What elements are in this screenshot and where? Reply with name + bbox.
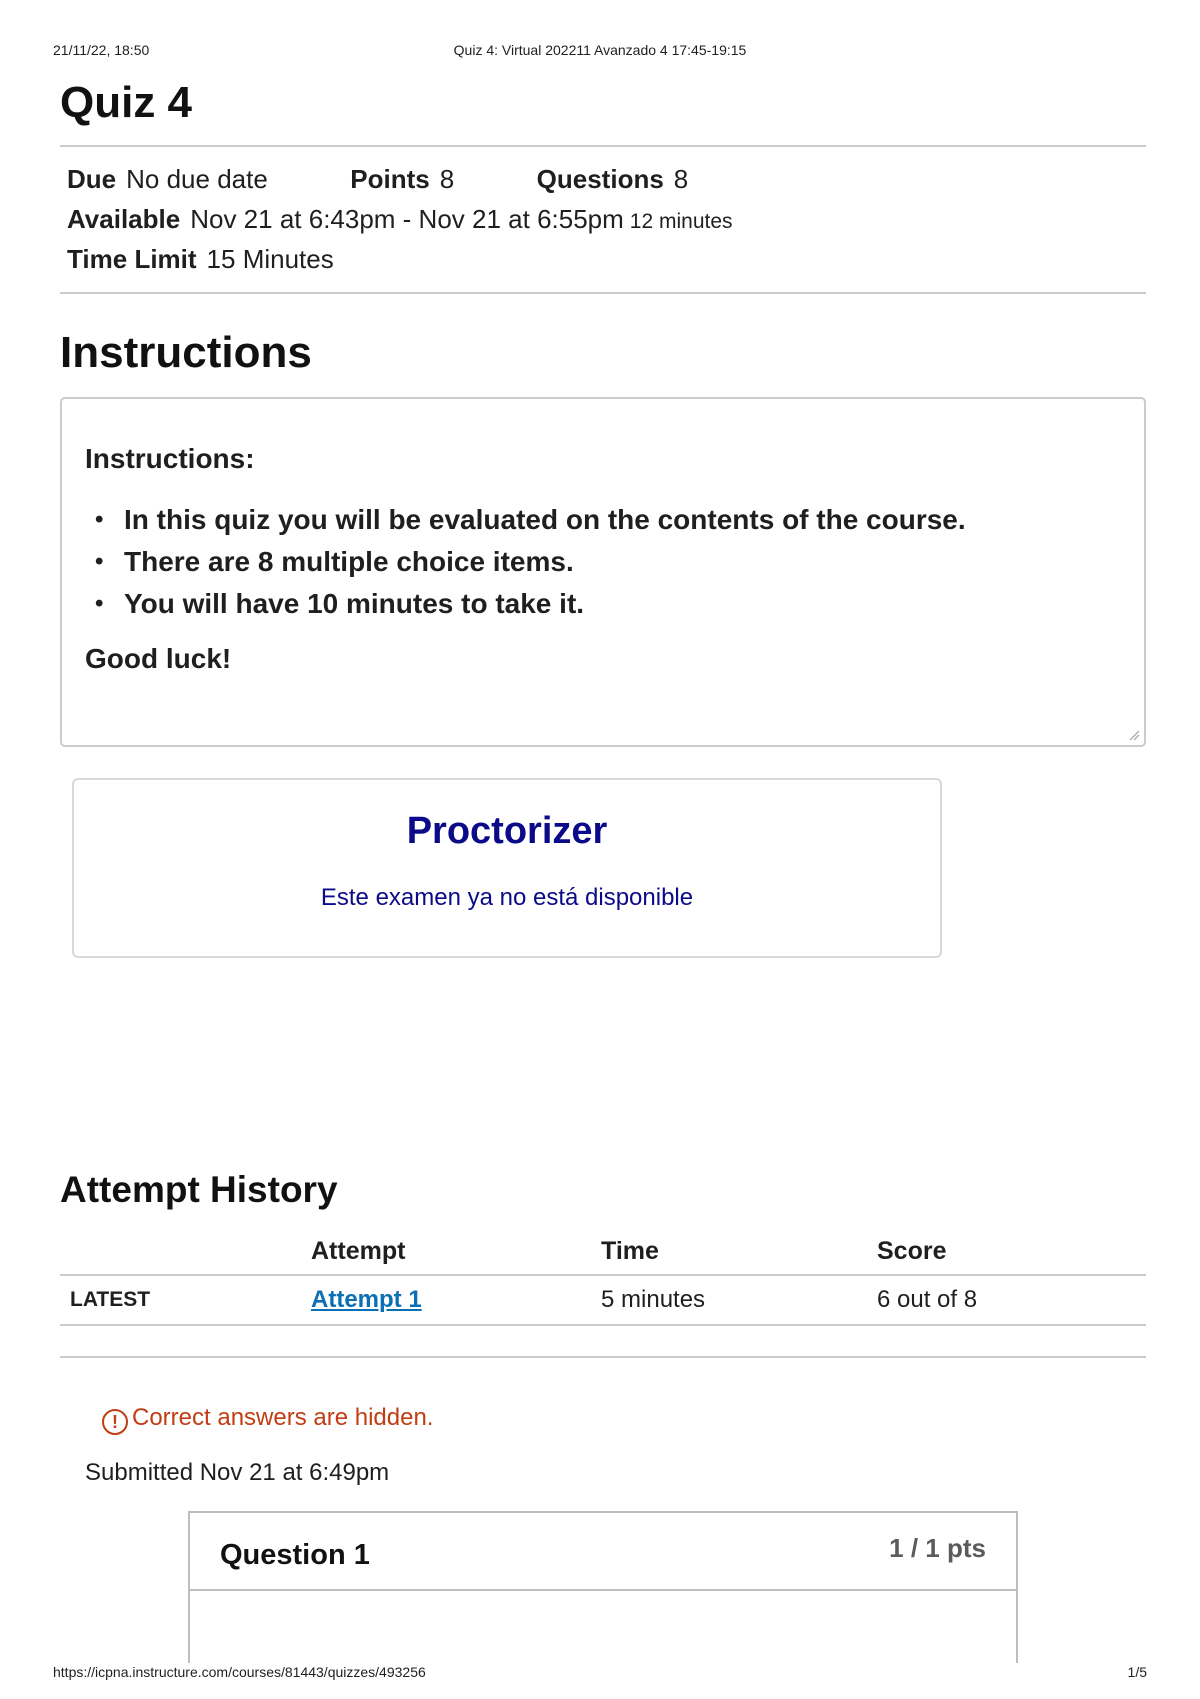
instructions-heading: Instructions: <box>85 443 255 474</box>
list-item: • There are 8 multiple choice items. <box>85 541 1122 583</box>
points-value: 8 <box>439 164 455 194</box>
warning-icon: ! <box>102 1409 128 1435</box>
print-title: Quiz 4: Virtual 202211 Avanzado 4 17:45-19:15 <box>453 42 747 58</box>
time-limit-label: Time Limit <box>67 244 197 274</box>
question-title: Question 1 <box>220 1539 370 1571</box>
page-number: 1/5 <box>1127 1664 1147 1680</box>
due-value: No due date <box>126 164 268 194</box>
answers-hidden-text: Correct answers are hidden. <box>132 1404 434 1431</box>
proctorizer-title: Proctorizer <box>406 810 608 852</box>
print-footer <box>53 1664 1147 1682</box>
column-header-attempt: Attempt <box>311 1233 601 1275</box>
time-limit-value: 15 Minutes <box>206 244 334 274</box>
attempt-cell <box>311 1275 601 1325</box>
list-item: • In this quiz you will be evaluated on the contents of the course. <box>85 499 1122 541</box>
available-value: Nov 21 at 6:43pm - Nov 21 at 6:55pm <box>190 204 624 234</box>
list-item: • You will have 10 minutes to take it. <box>85 583 1122 625</box>
instructions-list <box>85 499 1122 625</box>
availability-row <box>67 204 733 235</box>
table-header-row <box>60 1233 1146 1275</box>
quiz-meta-row <box>67 164 688 195</box>
print-date: 21/11/22, 18:50 <box>53 42 150 58</box>
attempt-history-title: Attempt History <box>60 1169 338 1210</box>
attempt-time: 5 minutes <box>601 1275 877 1325</box>
question-points: 1 / 1 pts <box>889 1533 986 1563</box>
column-header-time: Time <box>601 1233 877 1275</box>
questions-label: Questions <box>536 164 664 194</box>
available-duration: 12 minutes <box>629 210 733 233</box>
answers-hidden-notice <box>102 1404 433 1435</box>
attempt-1-link[interactable]: Attempt 1 <box>311 1286 422 1313</box>
resize-handle-icon[interactable] <box>1128 729 1140 741</box>
latest-tag: LATEST <box>60 1275 311 1325</box>
proctorizer-panel <box>72 778 942 958</box>
column-header <box>60 1233 311 1275</box>
attempt-history-table <box>60 1233 1146 1326</box>
column-header-score: Score <box>877 1233 1146 1275</box>
proctorizer-message: Este examen ya no está disponible <box>320 884 694 911</box>
divider <box>60 292 1146 294</box>
available-label: Available <box>67 204 181 234</box>
instructions-box[interactable] <box>60 397 1146 747</box>
page-title: Quiz 4 <box>60 78 193 127</box>
attempt-score: 6 out of 8 <box>877 1275 1146 1325</box>
question-header <box>190 1513 1016 1591</box>
table-row <box>60 1275 1146 1325</box>
questions-value: 8 <box>673 164 689 194</box>
print-header <box>53 42 1147 60</box>
divider <box>60 1356 1146 1358</box>
submitted-time: Submitted Nov 21 at 6:49pm <box>85 1459 390 1486</box>
instructions-closing: Good luck! <box>85 643 232 674</box>
question-card <box>188 1511 1018 1663</box>
instructions-section-title: Instructions <box>60 328 312 377</box>
time-limit-row <box>67 244 334 275</box>
print-url: https://icpna.instructure.com/courses/81443/quizzes/493256 <box>53 1664 426 1680</box>
points-label: Points <box>350 164 430 194</box>
divider <box>60 145 1146 147</box>
due-label: Due <box>67 164 117 194</box>
